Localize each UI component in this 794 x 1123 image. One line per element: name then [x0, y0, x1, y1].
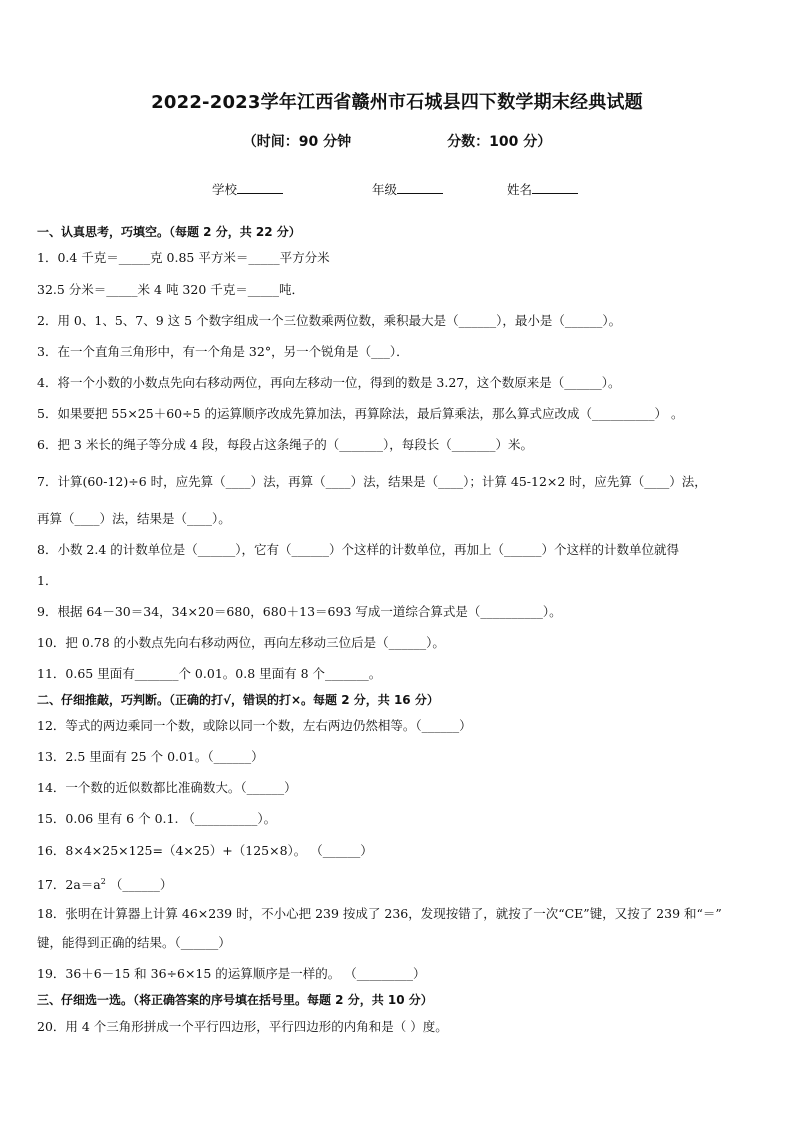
- question-8b: 1．: [37, 573, 58, 588]
- question-12: 12．等式的两边乘同一个数，或除以同一个数，左右两边仍然相等。（______）: [37, 718, 472, 733]
- question-3: 3．在一个直角三角形中，有一个角是 32°，另一个锐角是（___）．: [37, 344, 409, 359]
- question-14: 14．一个数的近似数都比准确数大。（______）: [37, 780, 297, 795]
- exam-subtitle: [0, 131, 794, 151]
- question-5: 5．如果要把 55×25＋60÷5 的运算顺序改成先算加法，再算除法，最后算乘法，那么算式应改成（__________） 。: [37, 406, 684, 421]
- school-field[interactable]: [212, 180, 283, 198]
- question-16: 16．8×4×25×125=（4×25）+（125×8）。 （______）: [37, 843, 373, 858]
- school-label: 学校: [212, 182, 238, 197]
- question-7b: 再算（____）法，结果是（____）。: [37, 511, 231, 526]
- exam-title: 2022-2023学年江西省赣州市石城县四下数学期末经典试题: [151, 92, 643, 113]
- question-17-exponent: 2: [100, 877, 106, 886]
- grade-label: 年级: [372, 182, 398, 197]
- question-13: 13．2.5 里面有 25 个 0.01。（______）: [37, 749, 264, 764]
- section-1-heading: 一、认真思考，巧填空。（每题 2 分，共 22 分）: [37, 225, 301, 239]
- question-17: [37, 874, 762, 893]
- time-label: （时间：90 分钟: [242, 134, 352, 150]
- question-15: 15．0.06 里有 6 个 0.1. （__________）。: [37, 811, 277, 826]
- question-17-answer: （______）: [105, 877, 173, 893]
- question-4: 4．将一个小数的小数点先向右移动两位，再向左移动一位，得到的数是 3.27，这个数原来是（______）。: [37, 375, 621, 390]
- name-blank[interactable]: [532, 181, 578, 194]
- section-2-heading: 二、仔细推敲，巧判断。（正确的打√，错误的打×。每题 2 分，共 16 分）: [37, 693, 439, 707]
- question-1b: 32.5 分米＝_____米 4 吨 320 千克＝_____吨．: [37, 282, 305, 297]
- question-20: 20．用 4 个三角形拼成一个平行四边形，平行四边形的内角和是（ ）度。: [37, 1019, 448, 1034]
- grade-field[interactable]: [372, 180, 443, 198]
- question-8a: 8．小数 2.4 的计数单位是（______），它有（______）个这样的计数单位，再加上（______）个这样的计数单位就得: [37, 542, 680, 557]
- question-7a: 7．计算(60-12)÷6 时，应先算（____）法，再算（____）法，结果是（____）；计算 45-12×2 时，应先算（____）法，: [37, 474, 707, 489]
- question-11: 11．0.65 里面有_______个 0.01。0.8 里面有 8 个_______。: [37, 666, 382, 681]
- name-field[interactable]: [507, 180, 578, 198]
- grade-blank[interactable]: [397, 181, 443, 194]
- question-18b: 键，能得到正确的结果。（______）: [37, 935, 231, 950]
- question-19: 19．36＋6－15 和 36÷6×15 的运算顺序是一样的。 （_________）: [37, 966, 426, 981]
- question-6: 6．把 3 米长的绳子等分成 4 段，每段占这条绳子的（_______），每段长（_______）米。: [37, 437, 534, 452]
- question-10: 10．把 0.78 的小数点先向右移动两位，再向左移动三位后是（______）。: [37, 635, 445, 650]
- question-17-text: 17．2a＝a: [37, 877, 101, 893]
- question-18a: 18．张明在计算器上计算 46×239 时，不小心把 239 按成了 236，发现按错了，就按了一次“CE”键，又按了 239 和“＝”: [37, 906, 722, 921]
- school-blank[interactable]: [237, 181, 283, 194]
- score-label: 分数：100 分）: [447, 134, 552, 150]
- question-2: 2．用 0、1、5、7、9 这 5 个数字组成一个三位数乘两位数，乘积最大是（______），最小是（______）。: [37, 313, 622, 328]
- section-3-heading: 三、仔细选一选。（将正确答案的序号填在括号里。每题 2 分，共 10 分）: [37, 993, 433, 1007]
- question-1a: 1．0.4 千克＝_____克 0.85 平方米＝_____平方分米: [37, 250, 330, 265]
- question-9: 9．根据 64－30＝34，34×20＝680，680＋13＝693 写成一道综合算式是（__________）。: [37, 604, 562, 619]
- name-label: 姓名: [507, 182, 533, 197]
